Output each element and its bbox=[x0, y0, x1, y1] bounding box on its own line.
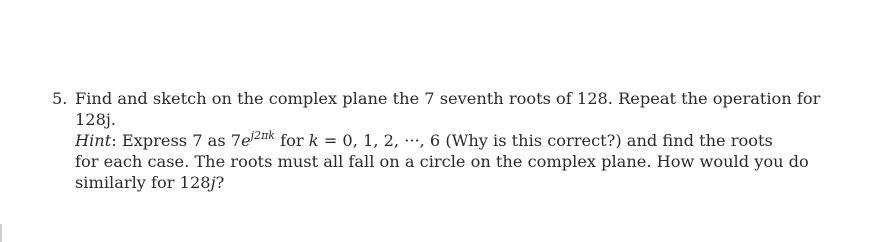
problem-line-1 bbox=[52, 88, 842, 109]
problem-5 bbox=[52, 88, 842, 193]
problem-line-2 bbox=[52, 109, 842, 130]
hint-final-post: ? bbox=[215, 173, 225, 192]
problem-number: 5. bbox=[52, 89, 68, 108]
problem-statement: Find and sketch on the complex plane the 7 seventh roots of 128. Repeat the operation for bbox=[75, 89, 821, 108]
hint-cont: for each case. The roots must all fall on a circle on the complex plane. How would you do bbox=[75, 152, 809, 171]
hint-label: Hint bbox=[75, 131, 112, 150]
hint-exponent: j2πk bbox=[250, 129, 275, 142]
problem-statement-cont: 128j. bbox=[75, 110, 117, 129]
hint-e: e bbox=[241, 131, 251, 150]
problem-line-4 bbox=[52, 151, 842, 172]
edge-divider bbox=[0, 224, 2, 242]
hint-for: for bbox=[274, 131, 309, 150]
hint-line bbox=[52, 130, 842, 151]
problem-line-5 bbox=[52, 172, 842, 193]
hint-final-pre: similarly for 128 bbox=[75, 173, 211, 192]
hint-text-pre: : Express 7 as 7 bbox=[111, 131, 242, 150]
hint-k: k bbox=[308, 131, 319, 150]
hint-final-j: j bbox=[210, 173, 216, 192]
hint-text-post: = 0, 1, 2, ···, 6 (Why is this correct?) and find the roots bbox=[318, 131, 773, 150]
